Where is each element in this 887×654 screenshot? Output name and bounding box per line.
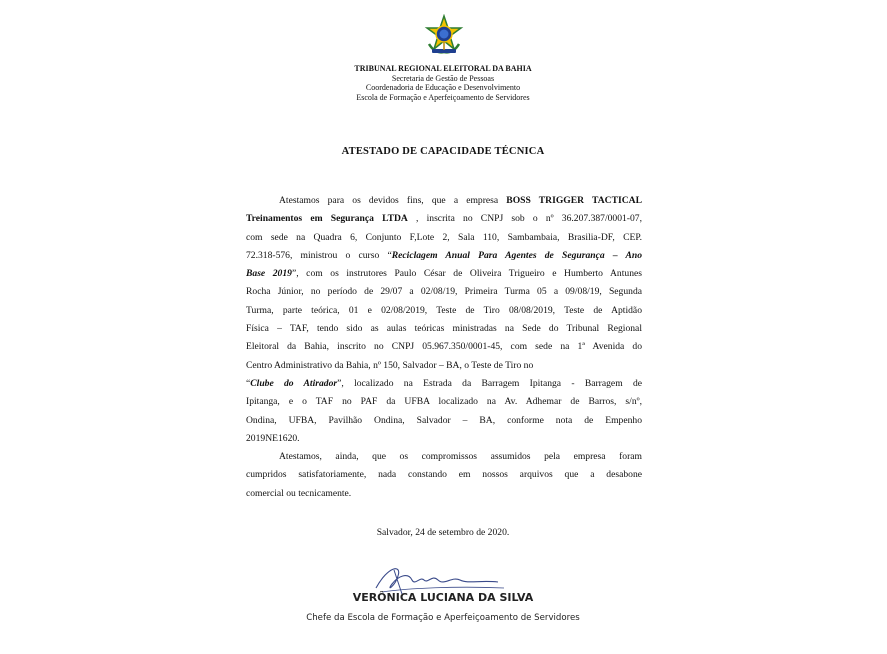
body-line — [246, 192, 642, 210]
body-line: 2019NE1620. — [246, 432, 300, 444]
header-line-4: Escola de Formação e Aperfeiçoamento de Servidores — [356, 92, 530, 102]
header-line-2: Secretaria de Gestão de Pessoas — [391, 73, 495, 83]
document-title: ATESTADO DE CAPACIDADE TÉCNICA — [341, 146, 545, 157]
body-line — [246, 210, 642, 228]
body-text-segment: Atestamos, ainda, que os compromissos assumidos pela empresa foram — [279, 451, 642, 463]
body-line: Centro Administrativo da Bahia, nº 150, Salvador – BA, o Teste de Tiro no — [246, 359, 534, 371]
signer-name: VERÔNICA LUCIANA DA SILVA — [352, 591, 534, 604]
body-text-segment: ”, localizado na Estrada da Barragem Ipitanga - Barragem de — [337, 377, 642, 389]
body-text-segment: ”, com os instrutores Paulo César de Oliveira Trigueiro e Humberto Antunes — [291, 268, 642, 280]
body-line — [246, 375, 642, 393]
signer-role: Chefe da Escola de Formação e Aperfeiçoamento de Servidores — [306, 613, 580, 623]
body-line: Ondina, UFBA, Pavilhão Ondina, Salvador – BA, conforme nota de Empenho — [246, 414, 642, 426]
header-organization: TRIBUNAL REGIONAL ELEITORAL DA BAHIA — [354, 64, 532, 73]
body-line — [246, 265, 642, 283]
body-line — [246, 247, 642, 265]
document-date: Salvador, 24 de setembro de 2020. — [376, 527, 510, 538]
coat-of-arms-emblem — [423, 14, 465, 56]
company-name-part-1: BOSS TRIGGER TACTICAL — [506, 195, 642, 206]
body-line: Eleitoral da Bahia, inscrito no CNPJ 05.967.350/0001-45, com sede na 1ª Avenida do — [246, 341, 642, 353]
body-text-segment: 72.318-576, ministrou o curso “ — [246, 249, 392, 261]
body-line: Turma, parte teórica, 01 e 02/08/2019, Teste de Tiro 08/08/2019, Teste de Aptidão — [246, 304, 642, 316]
body-line: Física – TAF, tendo sido as aulas teóricas ministradas na Sede do Tribunal Regional — [246, 323, 642, 335]
course-name-part-1: Reciclagem Anual Para Agentes de Segurança – Ano — [391, 249, 642, 261]
body-text-segment: Atestamos para os devidos fins, que a empresa — [279, 195, 507, 206]
document-body — [246, 192, 642, 503]
company-name-part-2: Treinamentos em Segurança LTDA — [246, 213, 408, 225]
header-line-3: Coordenadoria de Educação e Desenvolvimento — [365, 83, 521, 92]
body-line: cumpridos satisfatoriamente, nada constando em nossos arquivos que a desabone — [246, 469, 642, 481]
body-line — [246, 448, 642, 466]
body-text-segment: , inscrita no CNPJ sob o nº 36.207.387/0001-07, — [407, 213, 642, 225]
course-name-part-2: Base 2019 — [246, 268, 292, 280]
body-line: Rocha Júnior, no período de 29/07 a 02/08/19, Primeira Turma 05 a 09/08/19, Segunda — [246, 286, 642, 298]
body-line: comercial ou tecnicamente. — [246, 487, 352, 499]
shooting-club-name: Clube do Atirador — [250, 377, 338, 389]
document-header — [243, 64, 643, 102]
body-text-segment: “ — [246, 377, 251, 389]
body-line: Ipitanga, e o TAF no PAF da UFBA localizado na Av. Adhemar de Barros, s/nº, — [246, 396, 642, 408]
body-line: com sede na Quadra 6, Conjunto F,Lote 2, Sala 110, Sambambaia, Brasilia-DF, CEP. — [246, 231, 642, 243]
